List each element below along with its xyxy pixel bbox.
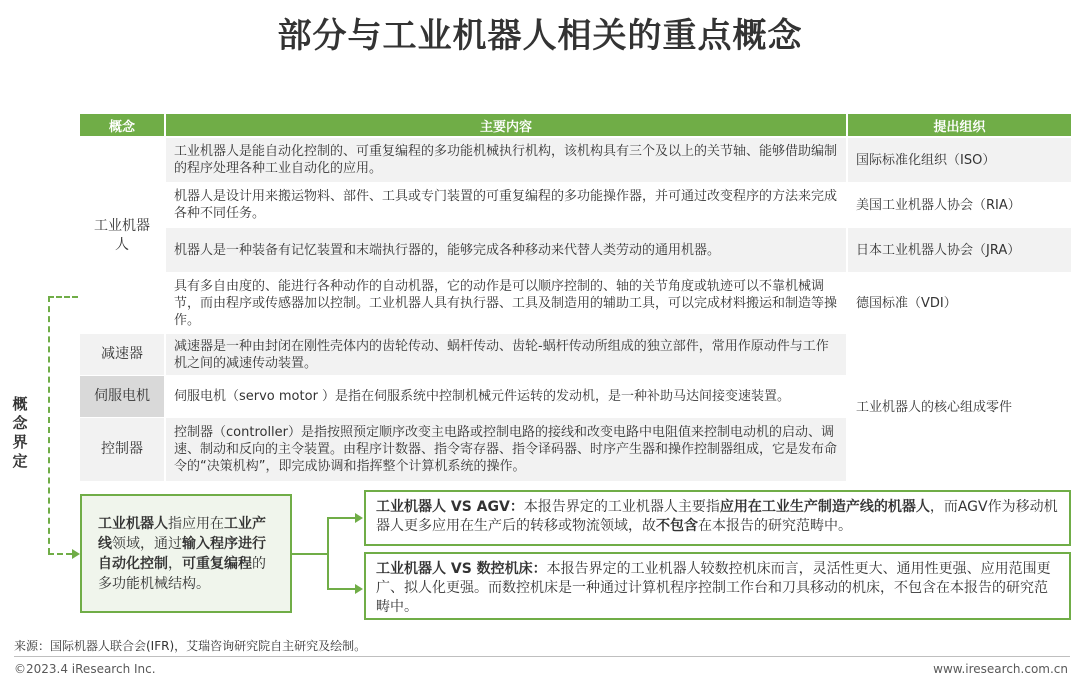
- footer-divider: [14, 656, 1070, 657]
- header-concept: 概念: [80, 114, 164, 136]
- org-row-4: 德国标准（VDI）: [856, 295, 957, 311]
- source-note: 来源：国际机器人联合会(IFR)，艾瑞咨询研究院自主研究及绘制。: [14, 639, 367, 653]
- content-row-7: 控制器（controller）是指按照预定顺序改变主电路或控制电路的接线和改变电路中电阻值来控制电动机的启动、调速、制动和反向的主令装置。由程序计数器、指令寄存器、指令译码器、时序产生器和操作控制器组成，它是发布命令的“决策机构”，即完成协调和指挥整个计算机系统的操作。: [166, 418, 846, 481]
- agv-text-3: 在本报告的研究范畴中。: [698, 518, 852, 534]
- content-row-2: 机器人是设计用来搬运物料、部件、工具或专门装置的可重复编程的多功能操作器，并可通过改变程序的方法来完成各种不同任务。: [174, 189, 838, 221]
- header-org: 提出组织: [848, 114, 1071, 136]
- dashed-arrow-head: [72, 549, 80, 559]
- cnc-text: 本报告界定的工业机器人较数控机床而言，灵活性更大、通用性更强、应用范围更广、拟人化更强。而数控机床是一种通过计算机程序控制工作台和刀具移动的机床，不包含在本报告的研究范畴中。: [376, 561, 1051, 615]
- content-row-4: 具有多自由度的、能进行各种动作的自动机器，它的动作是可以顺序控制的、轴的关节角度或轨迹可以不靠机械调节，而由程序或传感器加以控制。工业机器人具有执行器、工具及制造用的辅助工具，可以完成材料搬运和制造等操作。: [174, 278, 838, 328]
- dashed-connector-top: [48, 296, 78, 298]
- def-term: 工业机器人: [98, 516, 168, 532]
- header-content: 主要内容: [166, 114, 846, 136]
- def-reprogram: 可重复编程: [182, 556, 252, 572]
- connector-horizontal: [292, 553, 328, 555]
- concept-reducer: 减速器: [80, 334, 164, 375]
- dashed-connector-vertical: [48, 296, 50, 554]
- def-text-4: 的多功能机械结构。: [98, 556, 266, 592]
- content-row-5: 减速器是一种由封闭在刚性壳体内的齿轮传动、蜗杆传动、齿轮-蜗杆传动所组成的独立部件，常用作原动件与工作机之间的减速传动装置。: [166, 334, 846, 375]
- concept-robot: [80, 138, 164, 333]
- cnc-heading: 工业机器人 VS 数控机床：: [376, 561, 547, 577]
- org-row-3: 日本工业机器人协会（JRA）: [848, 228, 1071, 272]
- content-row-1: 工业机器人是能自动化控制的、可重复编程的多功能机械执行机构，该机构具有三个及以上的关节轴、能够借助编制的程序处理各种工业自动化的应用。: [166, 138, 846, 182]
- concept-controller: 控制器: [80, 418, 164, 481]
- dashed-connector-bottom: [48, 553, 72, 555]
- page-title: 部分与工业机器人相关的重点概念: [277, 16, 803, 56]
- def-text-1: 指应用在: [168, 516, 224, 532]
- def-line: 工业产线: [98, 516, 266, 552]
- arrow-to-agv: [355, 513, 363, 523]
- content-row-6: 伺服电机（servo motor ）是指在伺服系统中控制机械元件运转的发动机，是一种补助马达间接变速装置。: [174, 389, 791, 404]
- org-core-parts: 工业机器人的核心组成零件: [848, 334, 1071, 481]
- agv-bold-2: 不包含: [656, 518, 698, 534]
- agv-text-2: ，而AGV作为移动机器人更多应用在生产后的转移或物流领域，故: [376, 499, 1058, 534]
- org-row-1: 国际标准化组织（ISO）: [848, 138, 1071, 182]
- org-row-2: 美国工业机器人协会（RIA）: [856, 197, 1021, 213]
- compare-cnc-box: [364, 552, 1071, 620]
- concept-robot-label: 工业机器人: [94, 217, 150, 253]
- concept-servo: 伺服电机: [80, 376, 164, 417]
- def-program: 输入程序进行自动化控制: [98, 536, 266, 572]
- agv-heading: 工业机器人 VS AGV：: [376, 499, 524, 515]
- footer-copyright: ©2023.4 iResearch Inc.: [14, 662, 156, 676]
- definition-box: [80, 494, 292, 613]
- def-text-2: 领域，通过: [112, 536, 182, 552]
- side-label: 概念界定: [12, 395, 28, 470]
- arrow-to-cnc: [355, 584, 363, 594]
- connector-vertical: [327, 517, 329, 589]
- connector-to-agv: [327, 517, 355, 519]
- agv-bold-1: 应用在工业生产制造产线的机器人: [719, 499, 930, 515]
- footer-website: www.iresearch.com.cn: [933, 662, 1068, 676]
- agv-text-1: 本报告界定的工业机器人主要指: [523, 499, 720, 515]
- def-text-3: ，: [168, 556, 182, 572]
- content-row-3: 机器人是一种装备有记忆装置和末端执行器的，能够完成各种移动来代替人类劳动的通用机器。: [166, 228, 846, 272]
- connector-to-cnc: [327, 588, 355, 590]
- compare-agv-box: [364, 490, 1071, 546]
